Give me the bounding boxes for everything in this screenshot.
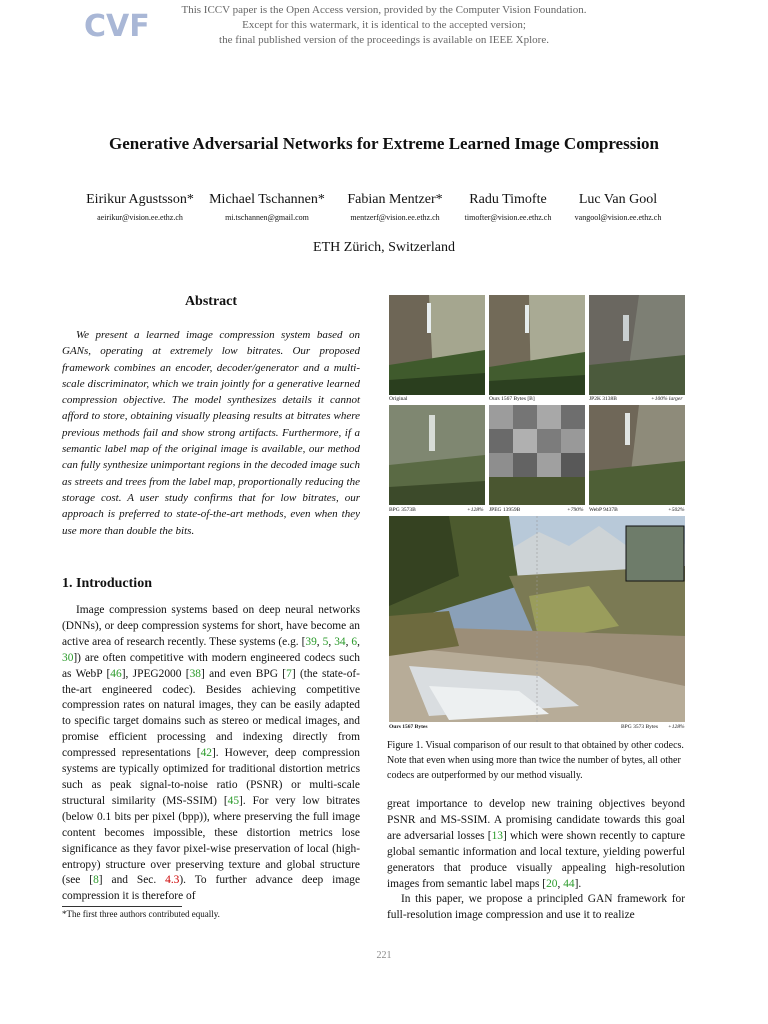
affiliation: ETH Zürich, Switzerland [313, 240, 455, 255]
intro-paragraph: Image compression systems based on deep neural networks (DNNs), or deep compression systems for short, have become an active area of research recently. These systems (e.g. [39, 5, 34, 6, 30]) are often competitive with modern engineered codecs such as WebP [46], JPEG2000 [38] and even BPG [7] (the state-of-the-art engineered codec). Besides achieving competitive compression rates on natural images, they can be easily adapted to specific target domains such as stereo or medical images, and promise efficient processing and indexing directly from compressed representations [42]. However, deep compression systems are typically optimized for traditional distortion metrics such as peak signal-to-noise ratio (PSNR) or multi-scale structural similarity (MS-SSIM) [45]. For very low bitrates (below 0.1 bits per pixel (bpp)), where preserving the full image content becomes impossible, these distortion metrics lose significance as they favor pixel-wise preservation of local (high-entropy) structure over preserving texture and global structure (see [8] and Sec. 4.3). To further advance deep image compression it is therefore of [62, 604, 361, 903]
footnote: *The first three authors contributed equally. [62, 909, 220, 919]
mountain-image-ours [489, 295, 585, 395]
abstract-text: We present a learned image compression system based on GANs, operating at extremely low bitrates. Our proposed framework combines an encoder, decoder/generator and a multi-scale discriminator, which we train jointly for a generative learned compression objective. The model synthesizes details it cannot afford to store, obtaining visually pleasing results at bitrates where previous methods fail and show strong artifacts. Furthermore, if a semantic label map of the original image is available, our method can fully synthesize unimportant regions in the decoded image such as streets and trees from the label map, proportionally reducing the storage cost. A user study confirms that for low bitrates, our approach is preferred to state-of-the-art methods, even when they use more than double the bits. [62, 329, 360, 537]
tile-label-bpg: BPG 3573B [389, 507, 416, 513]
tile-extra-webp: +502% [668, 507, 685, 513]
figure-tile-jpeg [489, 405, 585, 505]
figure-main-image [389, 516, 685, 722]
citation-link[interactable]: 20 [546, 877, 558, 890]
citation-link[interactable]: 45 [227, 794, 240, 807]
author-4 [456, 192, 560, 222]
author-email: vangool@vision.ee.ethz.ch [574, 213, 662, 222]
citation-link[interactable]: 38 [189, 667, 201, 680]
figure-tile-webp [589, 405, 685, 505]
figure-tile-bpg [389, 405, 485, 505]
author-1 [82, 192, 198, 222]
mountain-image-bpg [389, 405, 485, 505]
citation-link[interactable]: 8 [93, 874, 99, 887]
author-name: Eirikur Agustsson* [86, 192, 194, 207]
citation-link[interactable]: 46 [110, 667, 122, 680]
figure-tile-ours [489, 295, 585, 395]
tile-label-jp2k: JP2K 3138B [589, 396, 617, 402]
citation-link[interactable]: 5 [322, 635, 329, 648]
author-email: mi.tschannen@gmail.com [225, 213, 309, 222]
tile-label-webp: WebP 9437B [589, 507, 618, 513]
citation-link[interactable]: 34 [334, 635, 346, 648]
page-number: 221 [376, 950, 392, 961]
cvf-logo-text: CVF [84, 9, 150, 44]
tile-extra-jpeg: +790% [567, 507, 584, 513]
section-heading-introduction: 1. Introduction [62, 576, 152, 591]
citation-link[interactable]: 44 [563, 877, 575, 890]
right-paragraph-1: great importance to develop new training objectives beyond PSNR and MS-SSIM. A promising candidate towards this goal are adversarial losses [13] which were shown recently to capture global semantic information and local texture, yielding powerful generators that produce visually appealing high-resolution images from semantic label maps [20, 44]. [387, 798, 686, 890]
tile-extra-bpg: +128% [467, 507, 484, 513]
tile-label-jpeg: JPEG 13959B [489, 507, 521, 513]
mountain-image-jpeg [489, 405, 585, 505]
tile-extra-jp2k: +100% larger [651, 396, 683, 402]
tile-label-ours: Ours 1567 Bytes [B] [489, 396, 535, 402]
mountain-image-jp2k [589, 295, 685, 395]
author-name: Fabian Mentzer* [347, 192, 443, 207]
citation-link[interactable]: 7 [286, 667, 292, 680]
figure-tile-jp2k [589, 295, 685, 395]
section-reference-link[interactable]: 4.3 [165, 874, 180, 887]
citation-link[interactable]: 30 [62, 651, 74, 664]
author-email: aeirikur@vision.ee.ethz.ch [97, 213, 183, 222]
citation-link[interactable]: 6 [351, 635, 358, 648]
author-email: mentzerf@vision.ee.ethz.ch [350, 213, 440, 222]
author-name: Luc Van Gool [578, 192, 658, 207]
figure-tile-original [389, 295, 485, 395]
mountain-image-webp [589, 405, 685, 505]
author-name: Radu Timofte [469, 192, 547, 207]
right-paragraph-2: In this paper, we propose a principled GAN framework for full-resolution image compression and use it to realize [387, 893, 685, 922]
tile-label-original: Original [389, 396, 408, 402]
watermark-line-1: This ICCV paper is the Open Access version, provided by the Computer Vision Foundation. [181, 4, 587, 16]
figure-caption: Figure 1. Visual comparison of our result to that obtained by other codecs. Note that even when using more than twice the number of bytes, all other codecs are outperformed by our method visually. [387, 740, 684, 781]
footnote-divider [62, 906, 182, 907]
watermark [0, 3, 768, 48]
author-2 [204, 192, 330, 222]
abstract-heading: Abstract [184, 294, 238, 309]
right-column-text [387, 797, 685, 924]
paper-title: Generative Adversarial Networks for Extreme Learned Image Compression [108, 134, 660, 153]
author-5 [566, 192, 670, 222]
watermark-line-2: Except for this watermark, it is identical to the accepted version; [242, 19, 526, 31]
author-email: timofter@vision.ee.ethz.ch [464, 213, 552, 222]
mountain-image-original [389, 295, 485, 395]
citation-link[interactable]: 39 [305, 635, 317, 648]
main-image-label-bpg: BPG 3573 Bytes [621, 724, 658, 730]
watermark-line-3: the final published version of the proceedings is available on IEEE Xplore. [219, 34, 549, 46]
main-image-label-ours: Ours 1567 Bytes [389, 724, 428, 730]
citation-link[interactable]: 13 [491, 829, 503, 842]
author-name: Michael Tschannen* [209, 192, 325, 207]
citation-link[interactable]: 42 [200, 747, 212, 760]
author-3 [340, 192, 450, 222]
main-image-extra-bpg: +128% [668, 724, 685, 730]
